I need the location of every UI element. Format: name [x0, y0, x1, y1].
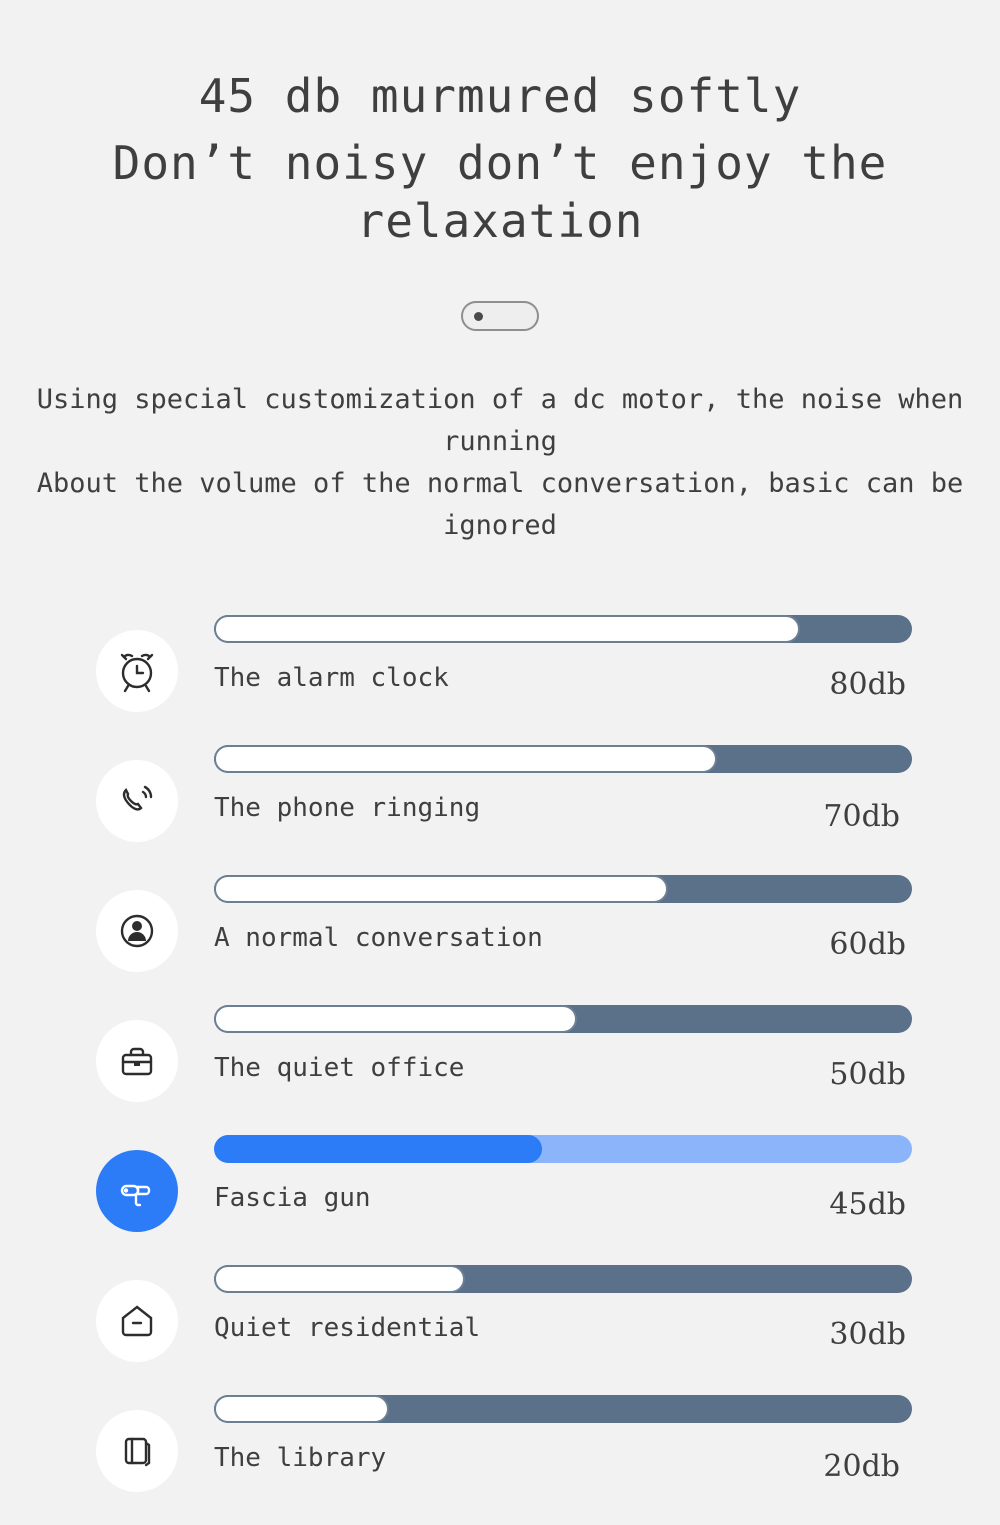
row-label: The quiet office: [214, 1052, 465, 1083]
row-label: The library: [214, 1442, 387, 1473]
row-label: A normal conversation: [214, 922, 543, 953]
headline-line-2: Don’t noisy don’t enjoy the relaxation: [112, 135, 888, 249]
row-label: Fascia gun: [214, 1182, 371, 1213]
row-label: The alarm clock: [214, 662, 449, 693]
progress-fill: [214, 1395, 389, 1423]
progress-track: [214, 1395, 912, 1423]
subtext-line-2: About the volume of the normal conversation, basic can be ignored: [36, 467, 964, 541]
progress-track: [214, 1135, 912, 1163]
bar-area: [178, 1005, 912, 1092]
table-row: [96, 745, 912, 875]
toggle-pill-dot: [474, 312, 483, 321]
bar-area: [178, 615, 912, 702]
progress-fill: [214, 1265, 465, 1293]
progress-fill: [214, 875, 668, 903]
headline-block: [0, 0, 1000, 251]
row-labels: [214, 1049, 912, 1092]
noise-rows: [0, 615, 1000, 1525]
progress-fill: [214, 615, 800, 643]
row-value: 80db: [829, 666, 906, 702]
row-value: 20db: [823, 1448, 900, 1484]
row-value: 30db: [829, 1316, 906, 1352]
progress-track: [214, 745, 912, 773]
bar-area: [178, 1265, 912, 1352]
toggle-pill-icon: [461, 301, 539, 331]
alarm-clock-icon: [96, 630, 178, 712]
briefcase-icon: [96, 1020, 178, 1102]
row-labels: [214, 789, 912, 834]
row-labels: [214, 1439, 912, 1484]
phone-ringing-icon: [96, 760, 178, 842]
headline-line-1: 45 db murmured softly: [198, 69, 802, 123]
row-value: 45db: [829, 1186, 906, 1222]
person-icon: [96, 890, 178, 972]
row-labels: [214, 919, 912, 962]
subtext-line-1: Using special customization of a dc motor, the noise when running: [36, 384, 964, 458]
bar-area: [178, 745, 912, 834]
progress-fill: [214, 1135, 542, 1163]
progress-fill: [214, 1005, 577, 1033]
table-row: [96, 1395, 912, 1525]
row-value: 50db: [829, 1056, 906, 1092]
book-icon: [96, 1410, 178, 1492]
table-row: [96, 615, 912, 745]
progress-track: [214, 615, 912, 643]
table-row: [96, 875, 912, 1005]
fascia-gun-icon: [96, 1150, 178, 1232]
progress-track: [214, 1265, 912, 1293]
bar-area: [178, 1395, 912, 1484]
table-row: [96, 1265, 912, 1395]
row-label: Quiet residential: [214, 1312, 481, 1343]
bar-area: [178, 875, 912, 962]
progress-track: [214, 875, 912, 903]
house-icon: [96, 1280, 178, 1362]
subtext-block: [0, 379, 1000, 546]
row-labels: [214, 1179, 912, 1222]
progress-fill: [214, 745, 717, 773]
row-value: 60db: [829, 926, 906, 962]
row-labels: [214, 659, 912, 702]
divider: [0, 301, 1000, 331]
row-labels: [214, 1309, 912, 1352]
table-row: [96, 1005, 912, 1135]
row-label: The phone ringing: [214, 792, 481, 823]
row-value: 70db: [823, 798, 900, 834]
table-row: [96, 1135, 912, 1265]
progress-track: [214, 1005, 912, 1033]
bar-area: [178, 1135, 912, 1222]
